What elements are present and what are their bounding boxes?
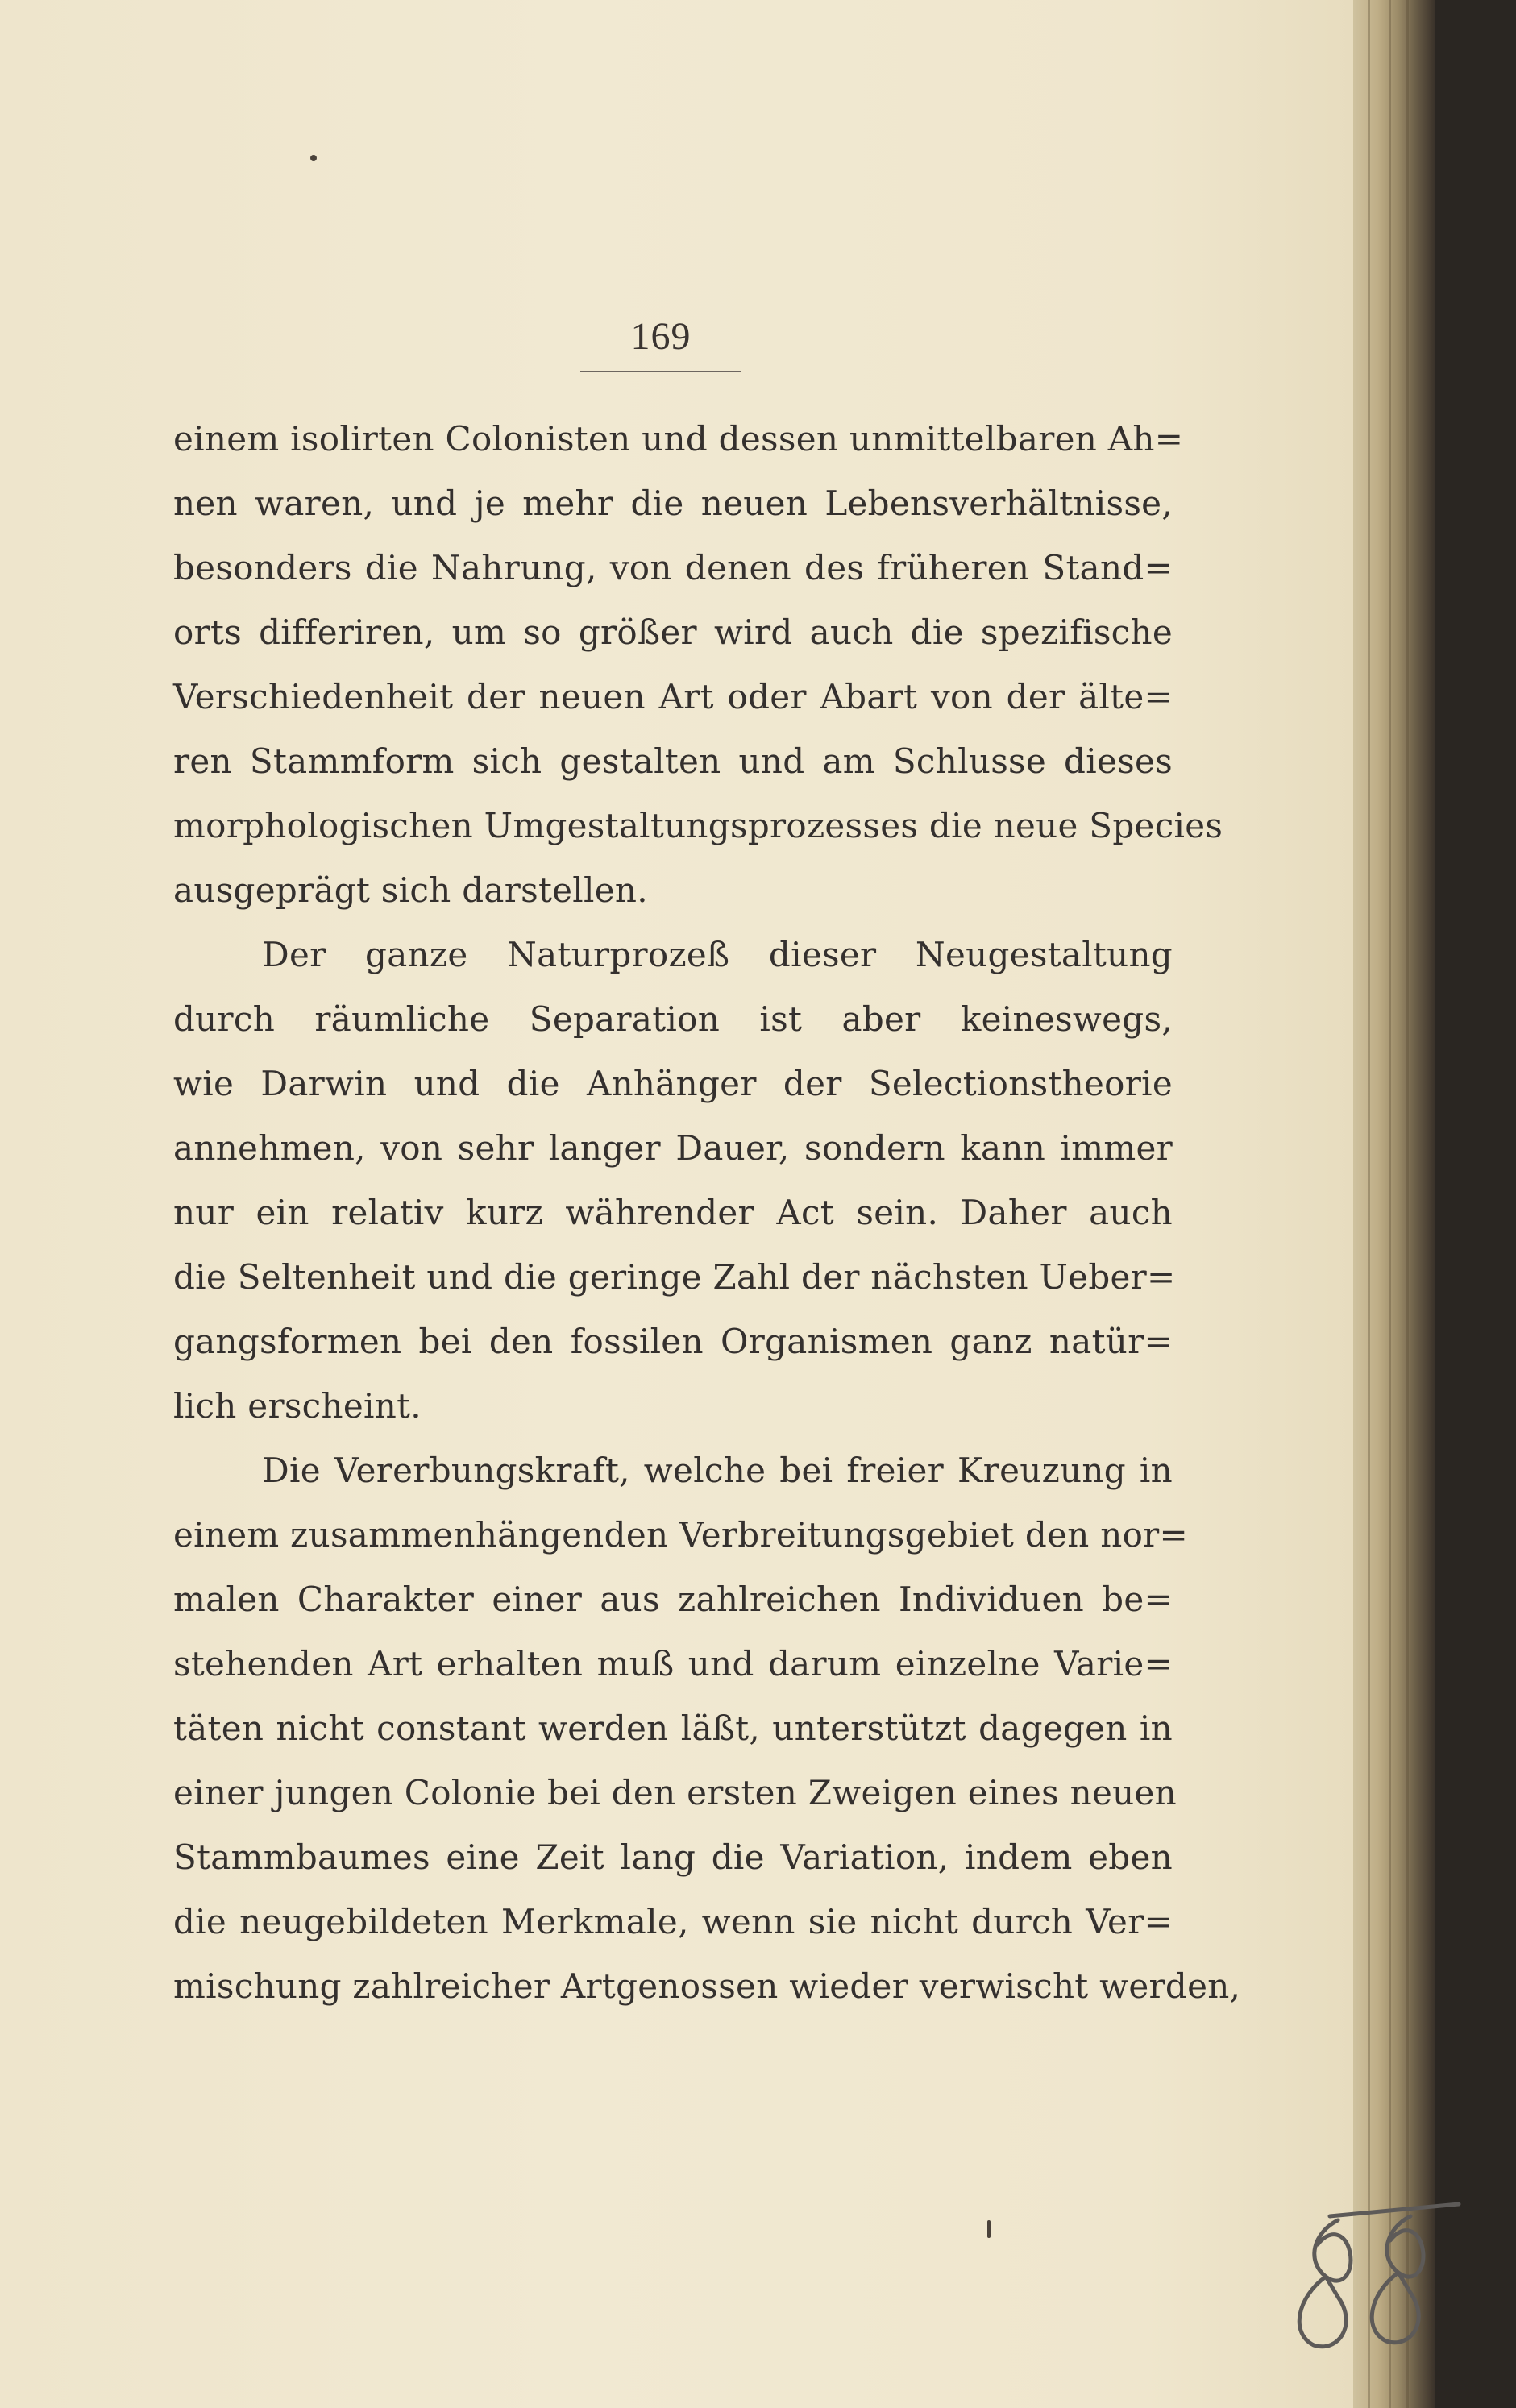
text-line: die neugebildeten Merkmale, wenn sie nicht durch Ver=: [173, 1902, 1173, 1941]
text-line: durch räumliche Separation ist aber keineswegs,: [173, 999, 1173, 1039]
text-line: malen Charakter einer aus zahlreichen Individuen be=: [173, 1580, 1173, 1619]
text-line: täten nicht constant werden läßt, unterstützt dagegen in: [173, 1708, 1173, 1748]
text-line: stehenden Art erhalten muß und darum einzelne Varie=: [173, 1644, 1173, 1684]
text-line: Stammbaumes eine Zeit lang die Variation, indem eben: [173, 1837, 1173, 1877]
text-line: einem zusammenhängenden Verbreitungsgebiet den nor=: [173, 1515, 1189, 1555]
text-line: nur ein relativ kurz währender Act sein. Daher auch: [173, 1193, 1173, 1232]
text-line: ausgeprägt sich darstellen.: [173, 870, 648, 910]
text-line: nen waren, und je mehr die neuen Lebensverhältnisse,: [173, 484, 1173, 523]
text-line: einer jungen Colonie bei den ersten Zweigen eines neuen: [173, 1773, 1177, 1812]
page-edge-line: [1368, 0, 1370, 2408]
paragraph-start-line: Der ganze Naturprozeß dieser Neugestaltung: [262, 935, 1173, 974]
paragraph-start-line: Die Vererbungskraft, welche bei freier Kreuzung in: [262, 1451, 1173, 1490]
text-line: einem isolirten Colonisten und dessen unmittelbaren Ah=: [173, 419, 1184, 459]
text-line: morphologischen Umgestaltungsprozesses die neue Species: [173, 806, 1223, 845]
text-line: mischung zahlreicher Artgenossen wieder verwischt werden,: [173, 1966, 1241, 2006]
page-edge-line: [1406, 0, 1409, 2408]
text-line: Verschiedenheit der neuen Art oder Abart von der älte=: [173, 677, 1173, 716]
text-line: ren Stammform sich gestalten und am Schlusse dieses: [173, 741, 1173, 781]
paper-speck: [987, 2220, 991, 2238]
text-line: besonders die Nahrung, von denen des früheren Stand=: [173, 548, 1173, 587]
text-line: gangsformen bei den fossilen Organismen ganz natür=: [173, 1322, 1173, 1361]
body-text: [173, 407, 1241, 2019]
page-stack-edge: [1353, 0, 1435, 2408]
paper-speck: [310, 155, 317, 161]
text-line: wie Darwin und die Anhänger der Selectionstheorie: [173, 1064, 1173, 1103]
page-number: 169: [630, 315, 692, 358]
page-number-rule: [580, 371, 741, 372]
text-line: orts differiren, um so größer wird auch die spezifische: [173, 612, 1173, 652]
page-edge-line: [1389, 0, 1391, 2408]
text-line: die Seltenheit und die geringe Zahl der nächsten Ueber=: [173, 1257, 1176, 1297]
text-line: annehmen, von sehr langer Dauer, sondern kann immer: [173, 1128, 1173, 1168]
text-line: lich erscheint.: [173, 1386, 422, 1426]
handwritten-folio-number: [1281, 2196, 1491, 2365]
